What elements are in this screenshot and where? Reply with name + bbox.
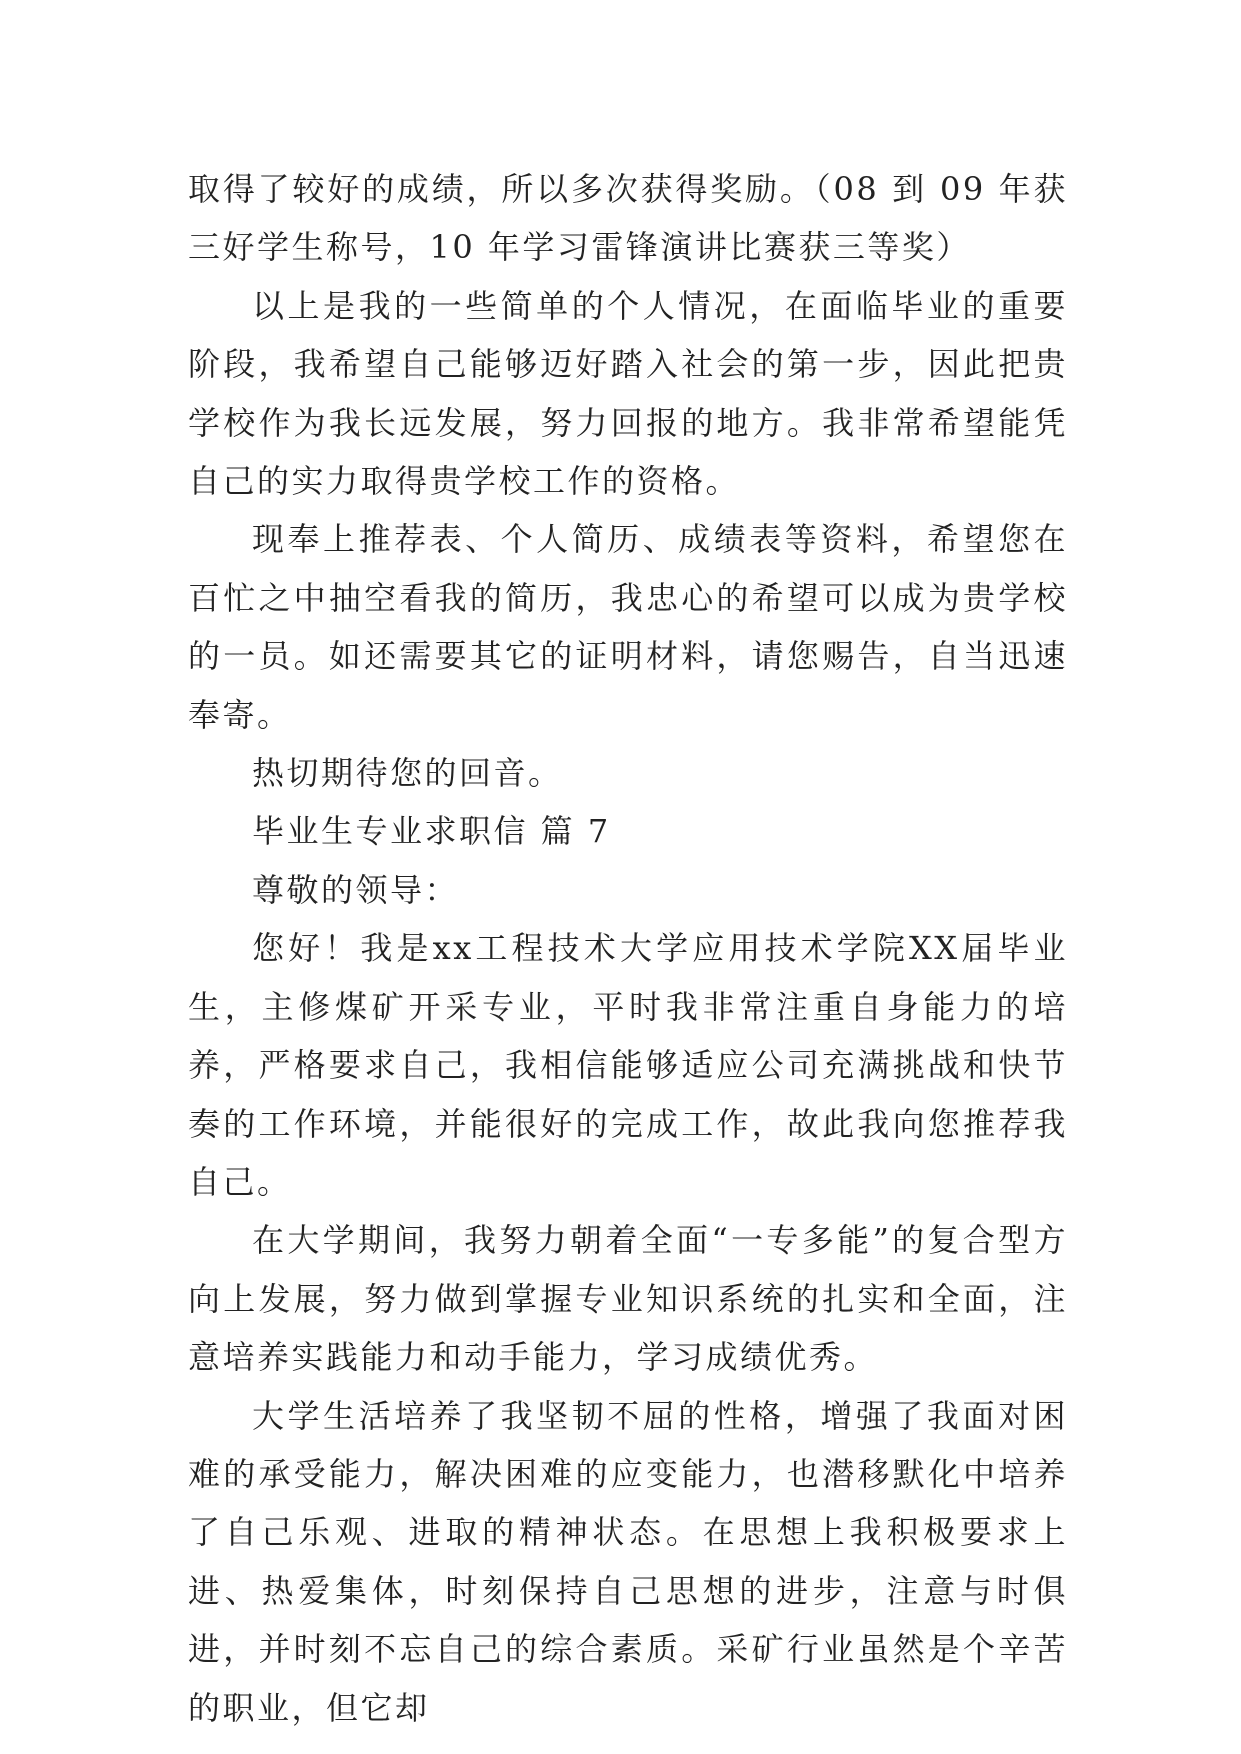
paragraph-materials-enclosed: 现奉上推荐表、个人简历、成绩表等资料，希望您在百忙之中抽空看我的简历，我忠心的希望可以成为贵学校的一员。如还需要其它的证明材料，请您赐告，自当迅速奉寄。 — [188, 520, 1068, 734]
document-body — [188, 160, 1068, 1737]
paragraph-personal-summary: 以上是我的一些简单的个人情况，在面临毕业的重要阶段，我希望自己能够迈好踏入社会的第一步，因此把贵学校作为我长远发展，努力回报的地方。我非常希望能凭自己的实力取得贵学校工作的资格。 — [188, 286, 1068, 501]
section-heading: 毕业生专业求职信 篇 7 — [252, 812, 611, 851]
paragraph-closing: 热切期待您的回音。 — [252, 754, 563, 793]
paragraph-character: 大学生活培养了我坚韧不屈的性格，增强了我面对困难的承受能力，解决困难的应变能力，也潜移默化中培养了自己乐观、进取的精神状态。在思想上我积极要求上进、热爱集体，时刻保持自己思想的进步，注意与时俱进，并时刻不忘自己的综合素质。采矿行业虽然是个辛苦的职业，但它却 — [188, 1396, 1068, 1727]
paragraph-awards-continued: 取得了较好的成绩，所以多次获得奖励。（08 到 09 年获三好学生称号，10 年学习雷锋演讲比赛获三等奖） — [188, 170, 1068, 267]
paragraph-university-study: 在大学期间，我努力朝着全面“一专多能”的复合型方向上发展，努力做到掌握专业知识系统的扎实和全面，注意培养实践能力和动手能力，学习成绩优秀。 — [188, 1221, 1068, 1377]
salutation: 尊敬的领导： — [252, 870, 460, 909]
paragraph-introduction: 您好！我是xx工程技术大学应用技术学院XX届毕业生，主修煤矿开采专业，平时我非常注重自身能力的培养，严格要求自己，我相信能够适应公司充满挑战和快节奏的工作环境，并能很好的完成工作，故此我向您推荐我自己。 — [188, 929, 1068, 1201]
